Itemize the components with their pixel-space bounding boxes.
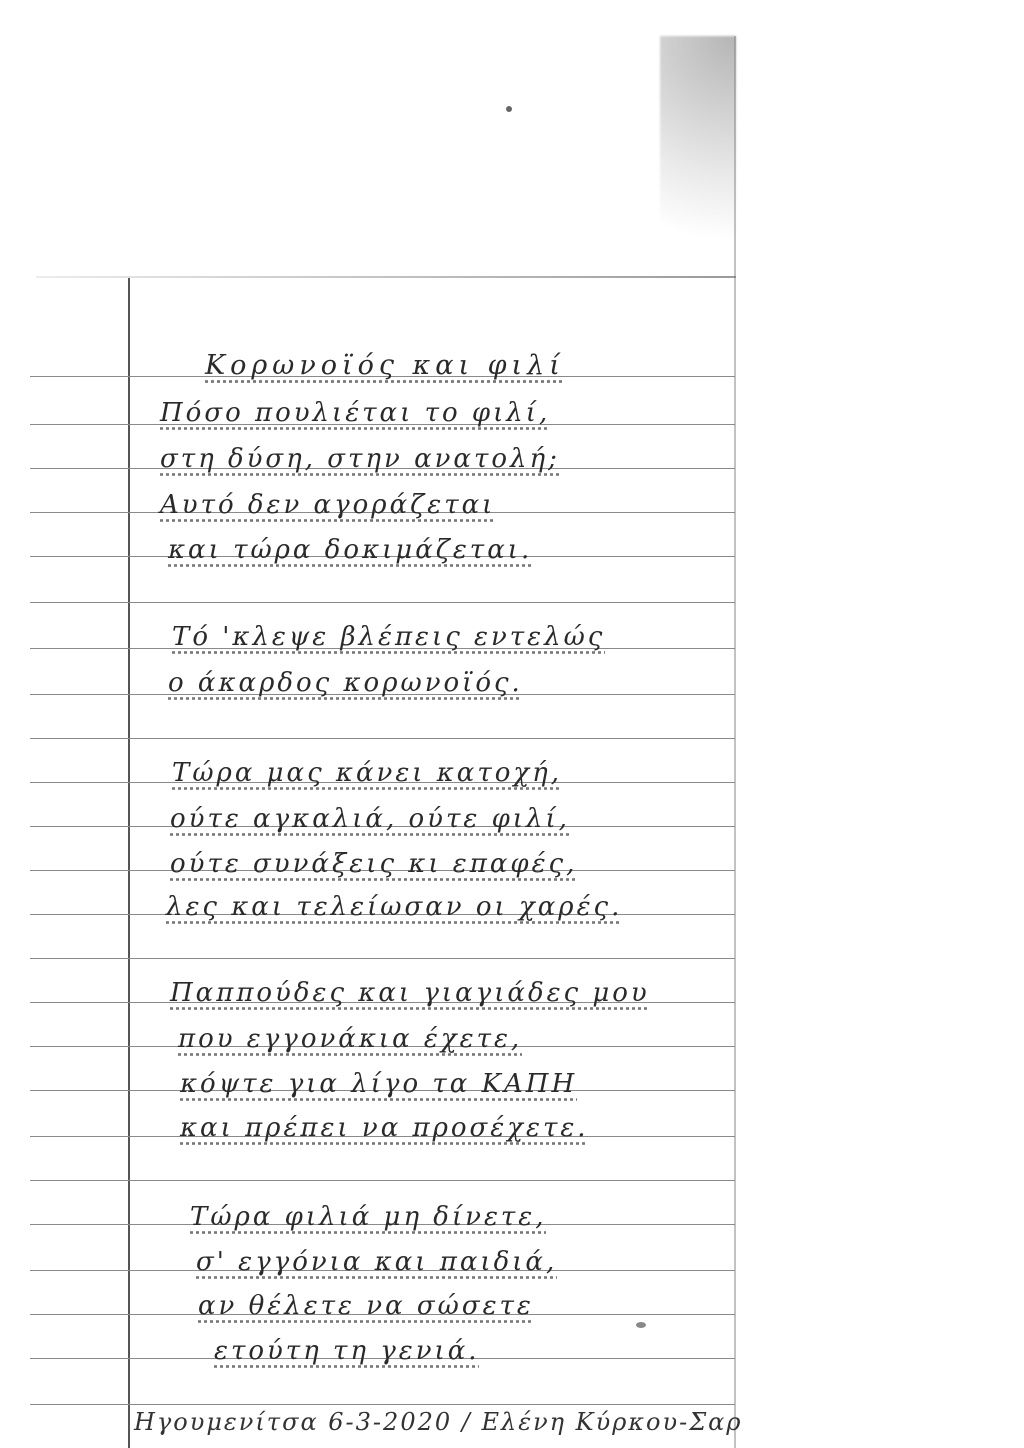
poem-line: κόψτε για λίγο τα ΚΑΠΗ (180, 1069, 578, 1099)
poem-line: Τώρα φιλιά μη δίνετε, (190, 1202, 547, 1232)
ruled-line (30, 1180, 735, 1181)
poem-line: Παππούδες και γιαγιάδες μου (170, 978, 650, 1008)
paper-right-edge (734, 36, 736, 1448)
paper-top-edge (36, 276, 736, 278)
ink-speck (636, 1322, 646, 1328)
poem-line: στη δύση, στην ανατολή; (160, 444, 560, 474)
poem-line: και πρέπει να προσέχετε. (180, 1113, 589, 1143)
poem-line: και τώρα δοκιμάζεται. (168, 535, 533, 565)
poem-line: ετούτη τη γενιά. (214, 1336, 480, 1366)
ink-speck (506, 106, 512, 112)
poem-line: σ' εγγόνια και παιδιά, (196, 1247, 558, 1277)
poem-line: λες και τελείωσαν οι χαρές. (166, 892, 623, 922)
scan-shadow (660, 36, 736, 280)
ruled-line (30, 1404, 735, 1405)
poem-line: ο άκαρδος κορωνοϊός. (168, 668, 523, 698)
poem-line: Τό 'κλεψε βλέπεις εντελώς (172, 622, 606, 652)
poem-title: Κορωνοϊός και φιλί (205, 350, 565, 381)
poem-line: ούτε συνάξεις κι επαφές, (170, 849, 578, 879)
poem-line: Αυτό δεν αγοράζεται (160, 490, 496, 520)
poem-line: που εγγονάκια έχετε, (178, 1024, 523, 1054)
signature: Ηγουμενίτσα 6-3-2020 / Ελένη Κύρκου-Σαρ (134, 1408, 743, 1436)
poem-line: αν θέλετε να σώσετε (198, 1291, 534, 1321)
ruled-line (30, 602, 735, 603)
ruled-line (30, 958, 735, 959)
margin-line (128, 278, 130, 1448)
poem-line: Τώρα μας κάνει κατοχή, (172, 758, 562, 788)
poem-line: ούτε αγκαλιά, ούτε φιλί, (170, 804, 570, 834)
poem-line: Πόσο πουλιέται το φιλί, (160, 398, 551, 428)
ruled-line (30, 738, 735, 739)
